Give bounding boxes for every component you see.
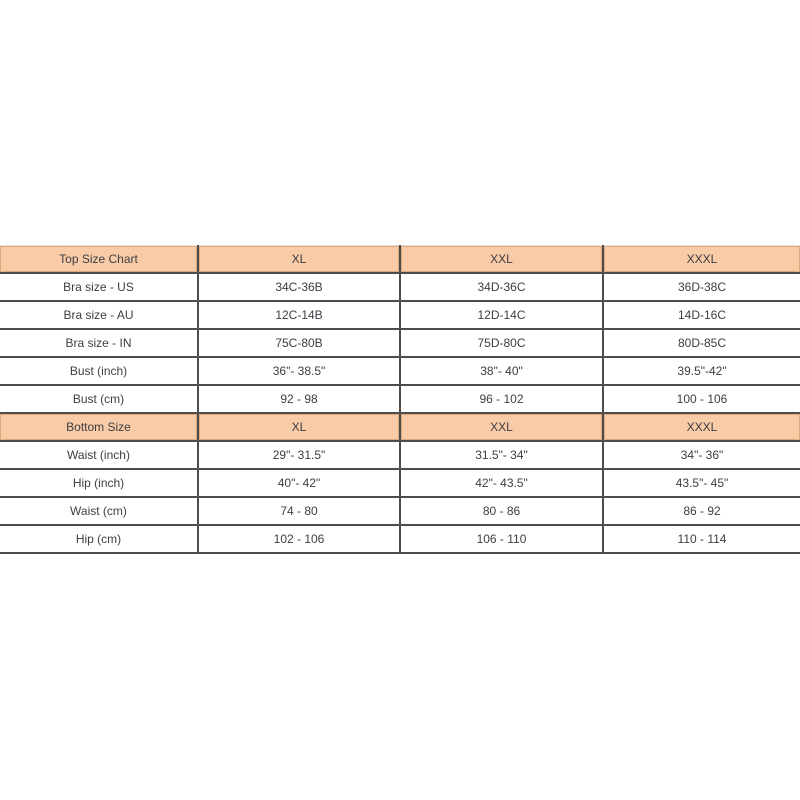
size-label-cell: Hip (cm) xyxy=(0,525,198,553)
table-row-bust-cm xyxy=(0,385,800,413)
size-value-cell: 75D-80C xyxy=(400,329,603,357)
header-cell-xxl: XXL xyxy=(400,413,603,441)
size-value-cell: 34D-36C xyxy=(400,273,603,301)
top-size-chart-title-cell: Top Size Chart xyxy=(0,246,198,274)
size-value-cell: 40"- 42" xyxy=(198,469,400,497)
bottom-size-header-row xyxy=(0,413,800,441)
size-value-cell: 34"- 36" xyxy=(603,441,800,469)
table-row-hip-cm xyxy=(0,525,800,553)
size-value-cell: 75C-80B xyxy=(198,329,400,357)
table-row-hip-inch xyxy=(0,469,800,497)
size-value-cell: 39.5"-42" xyxy=(603,357,800,385)
size-chart xyxy=(0,245,800,554)
table-row-waist-inch xyxy=(0,441,800,469)
size-value-cell: 86 - 92 xyxy=(603,497,800,525)
size-label-cell: Bra size - US xyxy=(0,273,198,301)
size-label-cell: Waist (inch) xyxy=(0,441,198,469)
size-value-cell: 12C-14B xyxy=(198,301,400,329)
size-value-cell: 80 - 86 xyxy=(400,497,603,525)
size-value-cell: 34C-36B xyxy=(198,273,400,301)
size-value-cell: 102 - 106 xyxy=(198,525,400,553)
size-value-cell: 14D-16C xyxy=(603,301,800,329)
size-value-cell: 29"- 31.5" xyxy=(198,441,400,469)
size-value-cell: 74 - 80 xyxy=(198,497,400,525)
size-value-cell: 12D-14C xyxy=(400,301,603,329)
header-cell-xxxl: XXXL xyxy=(603,413,800,441)
size-label-cell: Bust (inch) xyxy=(0,357,198,385)
size-label-cell: Hip (inch) xyxy=(0,469,198,497)
size-value-cell: 96 - 102 xyxy=(400,385,603,413)
size-value-cell: 31.5"- 34" xyxy=(400,441,603,469)
size-label-cell: Waist (cm) xyxy=(0,497,198,525)
table-row-waist-cm xyxy=(0,497,800,525)
size-value-cell: 42"- 43.5" xyxy=(400,469,603,497)
size-value-cell: 36D-38C xyxy=(603,273,800,301)
size-chart-table xyxy=(0,245,800,554)
top-size-header-row xyxy=(0,246,800,274)
header-cell-xl: XL xyxy=(198,246,400,274)
header-cell-xl: XL xyxy=(198,413,400,441)
size-label-cell: Bust (cm) xyxy=(0,385,198,413)
size-label-cell: Bra size - AU xyxy=(0,301,198,329)
header-cell-xxl: XXL xyxy=(400,246,603,274)
size-value-cell: 100 - 106 xyxy=(603,385,800,413)
table-row-bra-size-us xyxy=(0,273,800,301)
bottom-size-title-cell: Bottom Size xyxy=(0,413,198,441)
size-value-cell: 92 - 98 xyxy=(198,385,400,413)
table-row-bust-inch xyxy=(0,357,800,385)
size-value-cell: 106 - 110 xyxy=(400,525,603,553)
table-row-bra-size-in xyxy=(0,329,800,357)
size-value-cell: 36"- 38.5" xyxy=(198,357,400,385)
size-label-cell: Bra size - IN xyxy=(0,329,198,357)
size-value-cell: 110 - 114 xyxy=(603,525,800,553)
table-row-bra-size-au xyxy=(0,301,800,329)
size-value-cell: 80D-85C xyxy=(603,329,800,357)
size-value-cell: 43.5"- 45" xyxy=(603,469,800,497)
size-value-cell: 38"- 40" xyxy=(400,357,603,385)
header-cell-xxxl: XXXL xyxy=(603,246,800,274)
